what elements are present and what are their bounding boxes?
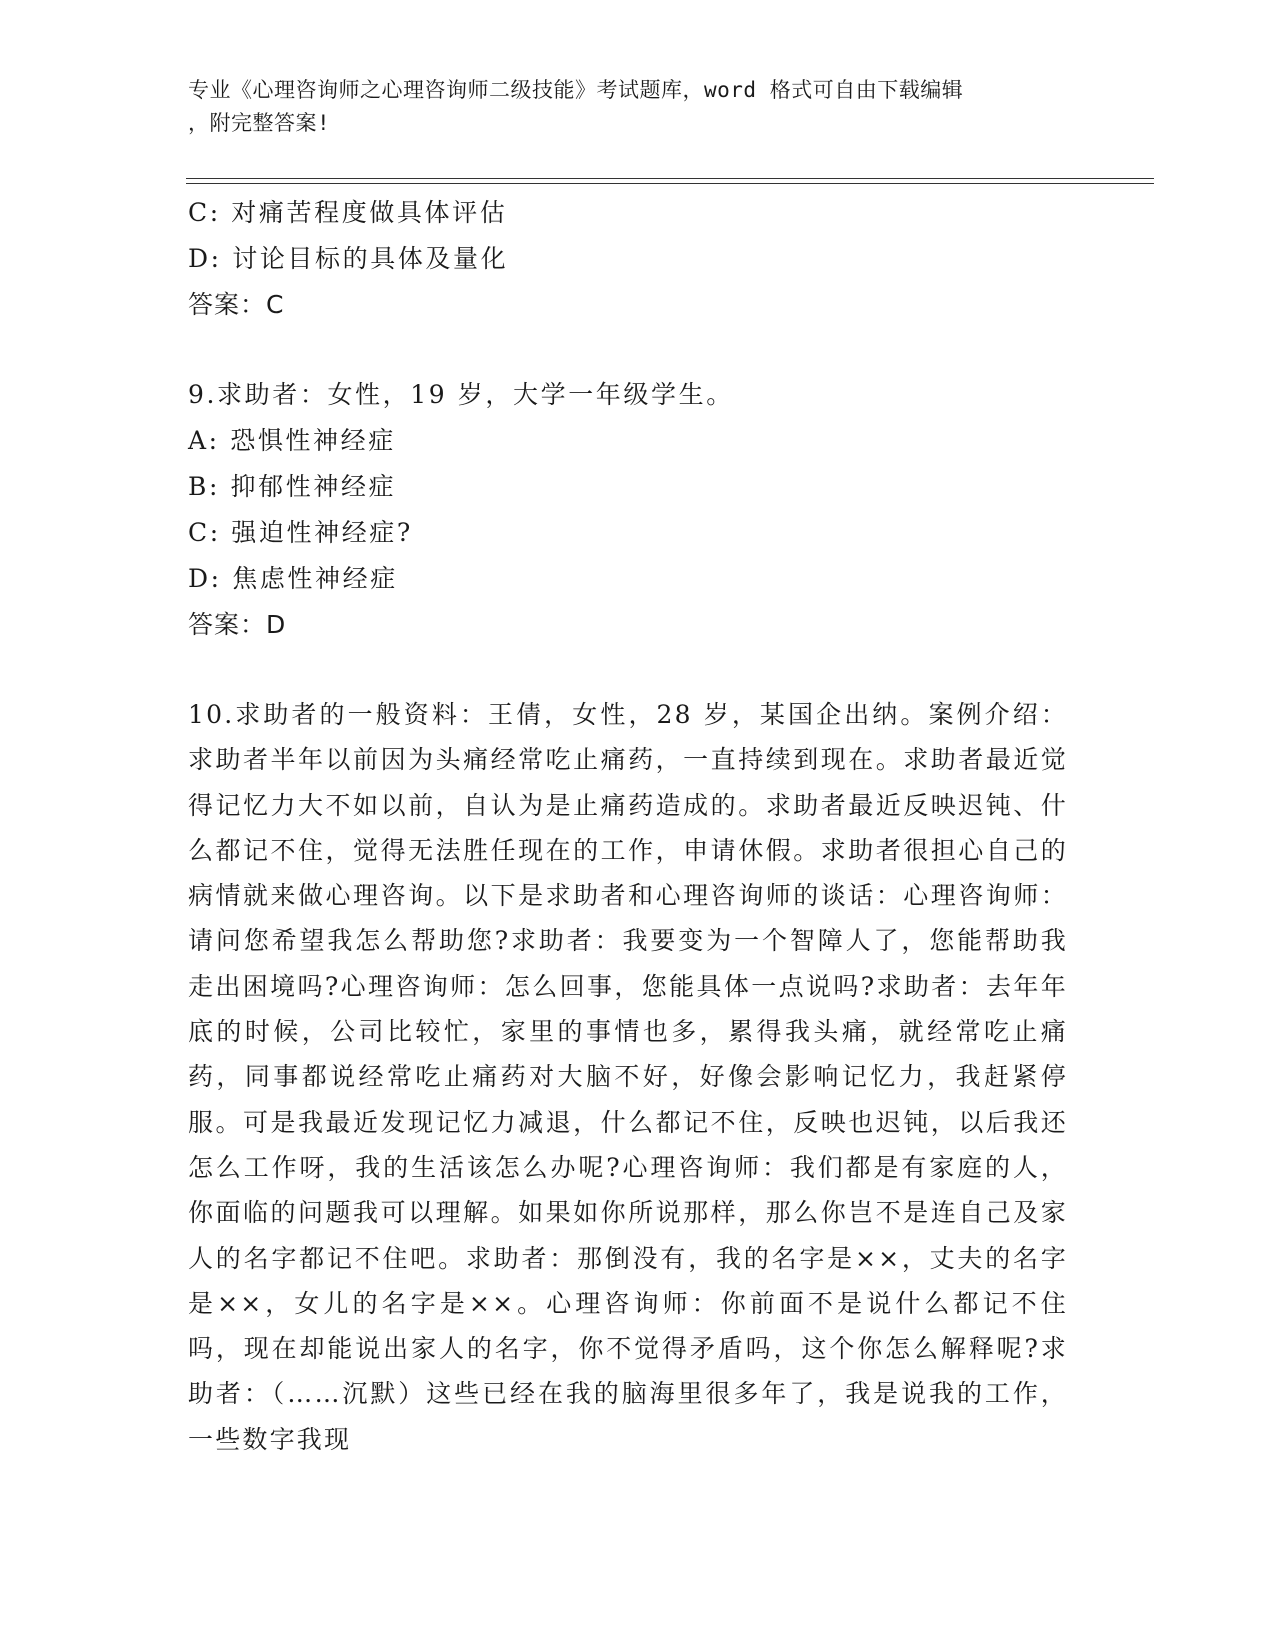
header-rule-top (186, 178, 1154, 179)
document-body (188, 190, 1068, 1462)
q8-option-d: D: 讨论目标的具体及量化 (188, 244, 509, 273)
q9-answer: 答案：D (188, 610, 287, 639)
page-header (188, 74, 1068, 140)
header-line-2: ，附完整答案! (188, 111, 331, 135)
spacer (188, 328, 1068, 372)
header-line-1: 专业《心理咨询师之心理咨询师二级技能》考试题库，word 格式可自由下载编辑 (188, 78, 964, 102)
q8-answer: 答案：C (188, 290, 285, 319)
q9-option-a: A: 恐惧性神经症 (188, 426, 396, 455)
q9-option-b: B: 抑郁性神经症 (188, 472, 397, 501)
header-rule-bottom (186, 183, 1154, 184)
q9-option-c: C: 强迫性神经症? (188, 518, 413, 547)
spacer (188, 648, 1068, 692)
q8-option-c: C: 对痛苦程度做具体评估 (188, 198, 508, 227)
q9-stem: 9.求助者：女性，19 岁，大学一年级学生。 (188, 380, 734, 409)
q10-stem: 10.求助者的一般资料：王倩，女性，28 岁，某国企出纳。案例介绍：求助者半年以前因为头痛经常吃止痛药，一直持续到现在。求助者最近觉得记忆力大不如以前，自认为是止痛药造成的。求助者最近反映迟钝、什么都记不住，觉得无法胜任现在的工作，申请休假。求助者很担心自己的病情就来做心理咨询。以下是求助者和心理咨询师的谈话：心理咨询师：请问您希望我怎么帮助您?求助者：我要变为一个智障人了，您能帮助我走出困境吗?心理咨询师：怎么回事，您能具体一点说吗?求助者：去年年底的时候，公司比较忙，家里的事情也多，累得我头痛，就经常吃止痛药，同事都说经常吃止痛药对大脑不好，好像会影响记忆力，我赶紧停服。可是我最近发现记忆力减退，什么都记不住，反映也迟钝，以后我还怎么工作呀，我的生活该怎么办呢?心理咨询师：我们都是有家庭的人，你面临的问题我可以理解。如果如你所说那样，那么你岂不是连自己及家人的名字都记不住吧。求助者：那倒没有，我的名字是××，丈夫的名字是××，女儿的名字是××。心理咨询师：你前面不是说什么都记不住吗，现在却能说出家人的名字，你不觉得矛盾吗，这个你怎么解释呢?求助者：（……沉默）这些已经在我的脑海里很多年了，我是说我的工作，一些数字我现 (188, 700, 1068, 1454)
q9-option-d: D: 焦虑性神经症 (188, 564, 398, 593)
